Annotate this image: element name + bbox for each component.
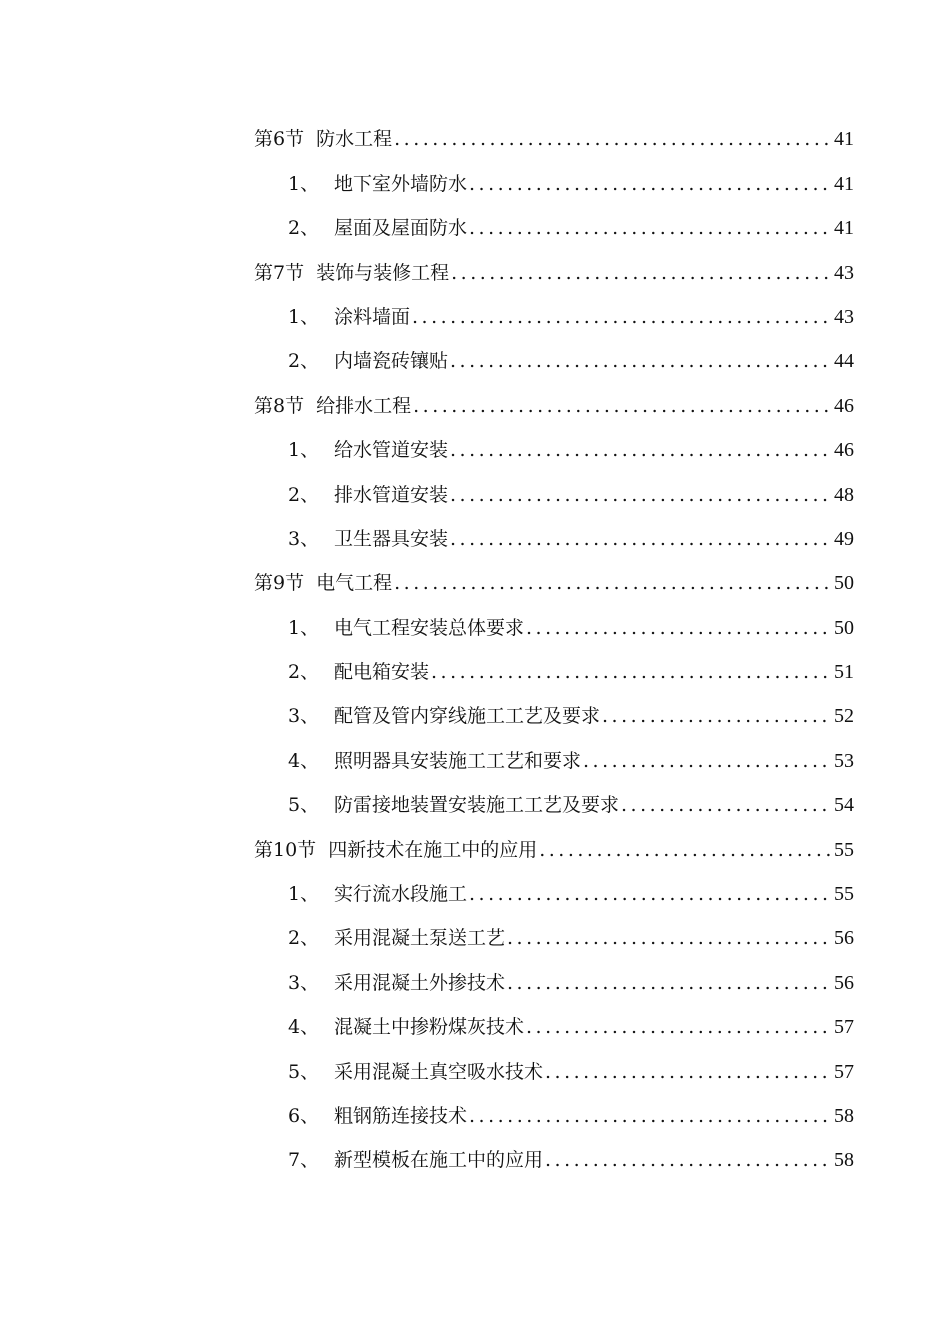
toc-page-number: 53 xyxy=(834,749,854,772)
toc-entry-title: 新型模板在施工中的应用 xyxy=(334,1149,544,1172)
toc-entry-title: 电气工程 xyxy=(316,572,393,595)
toc-dot-leader xyxy=(431,650,832,694)
toc-dot-leader xyxy=(450,473,832,517)
toc-page-number: 41 xyxy=(834,128,854,151)
toc-entry-number: 第8节 xyxy=(254,394,305,417)
table-of-contents xyxy=(254,117,854,1182)
toc-entry-title: 给排水工程 xyxy=(316,394,412,417)
toc-entry-number: 3、 xyxy=(288,527,320,550)
toc-entry-number: 2、 xyxy=(288,661,320,684)
toc-subsection-entry[interactable] xyxy=(254,339,854,383)
toc-entry-number: 3、 xyxy=(288,971,320,994)
toc-dot-leader xyxy=(394,117,832,161)
toc-entry-number: 2、 xyxy=(288,217,320,240)
toc-page-number: 57 xyxy=(834,1016,854,1039)
toc-entry-title: 屋面及屋面防水 xyxy=(334,217,468,240)
toc-subsection-entry[interactable] xyxy=(254,472,854,516)
toc-dot-leader xyxy=(539,828,832,872)
toc-entry-number: 3、 xyxy=(288,705,320,728)
toc-entry-title: 内墙瓷砖镶贴 xyxy=(334,350,449,373)
toc-section-entry[interactable] xyxy=(254,561,854,605)
toc-dot-leader xyxy=(469,162,832,206)
toc-page-number: 51 xyxy=(834,661,854,684)
toc-entry-number: 第6节 xyxy=(254,128,305,151)
toc-dot-leader xyxy=(621,783,832,827)
toc-subsection-entry[interactable] xyxy=(254,428,854,472)
toc-subsection-entry[interactable] xyxy=(254,872,854,916)
toc-entry-title: 装饰与装修工程 xyxy=(316,261,450,284)
toc-entry-title: 配管及管内穿线施工工艺及要求 xyxy=(334,705,601,728)
toc-page-number: 46 xyxy=(834,439,854,462)
toc-entry-number: 2、 xyxy=(288,483,320,506)
toc-subsection-entry[interactable] xyxy=(254,783,854,827)
toc-page-number: 49 xyxy=(834,527,854,550)
toc-entry-number: 2、 xyxy=(288,350,320,373)
toc-entry-number: 1、 xyxy=(288,883,320,906)
toc-entry-title: 混凝土中掺粉煤灰技术 xyxy=(334,1016,525,1039)
toc-page-number: 41 xyxy=(834,217,854,240)
toc-entry-number: 1、 xyxy=(288,616,320,639)
toc-entry-title: 采用混凝土泵送工艺 xyxy=(334,927,506,950)
toc-entry-title: 配电箱安装 xyxy=(334,661,430,684)
toc-entry-title: 防雷接地装置安装施工工艺及要求 xyxy=(334,794,620,817)
toc-dot-leader xyxy=(545,1050,832,1094)
toc-dot-leader xyxy=(526,1005,832,1049)
toc-subsection-entry[interactable] xyxy=(254,1138,854,1182)
toc-subsection-entry[interactable] xyxy=(254,605,854,649)
toc-dot-leader xyxy=(394,561,832,605)
toc-entry-title: 实行流水段施工 xyxy=(334,883,468,906)
toc-dot-leader xyxy=(469,1094,832,1138)
toc-dot-leader xyxy=(412,295,832,339)
toc-dot-leader xyxy=(507,916,832,960)
toc-page-number: 46 xyxy=(834,394,854,417)
toc-entry-number: 2、 xyxy=(288,927,320,950)
toc-subsection-entry[interactable] xyxy=(254,161,854,205)
toc-subsection-entry[interactable] xyxy=(254,206,854,250)
toc-entry-number: 第10节 xyxy=(254,838,317,861)
toc-page-number: 52 xyxy=(834,705,854,728)
toc-entry-number: 第9节 xyxy=(254,572,305,595)
toc-subsection-entry[interactable] xyxy=(254,738,854,782)
toc-subsection-entry[interactable] xyxy=(254,650,854,694)
toc-page-number: 50 xyxy=(834,572,854,595)
toc-dot-leader xyxy=(602,694,832,738)
toc-page-number: 43 xyxy=(834,261,854,284)
toc-page-number: 43 xyxy=(834,305,854,328)
toc-page-number: 44 xyxy=(834,350,854,373)
toc-entry-title: 地下室外墙防水 xyxy=(334,172,468,195)
toc-subsection-entry[interactable] xyxy=(254,916,854,960)
toc-entry-title: 涂料墙面 xyxy=(334,305,411,328)
toc-entry-title: 防水工程 xyxy=(316,128,393,151)
toc-subsection-entry[interactable] xyxy=(254,1094,854,1138)
toc-page-number: 57 xyxy=(834,1060,854,1083)
toc-dot-leader xyxy=(507,961,832,1005)
toc-entry-title: 采用混凝土真空吸水技术 xyxy=(334,1060,544,1083)
toc-entry-title: 排水管道安装 xyxy=(334,483,449,506)
toc-subsection-entry[interactable] xyxy=(254,1049,854,1093)
toc-dot-leader xyxy=(469,206,832,250)
toc-dot-leader xyxy=(545,1138,832,1182)
toc-subsection-entry[interactable] xyxy=(254,1005,854,1049)
toc-page-number: 48 xyxy=(834,483,854,506)
toc-entry-number: 6、 xyxy=(288,1104,320,1127)
toc-dot-leader xyxy=(526,606,832,650)
toc-entry-title: 四新技术在施工中的应用 xyxy=(328,838,538,861)
toc-entry-number: 1、 xyxy=(288,305,320,328)
toc-entry-number: 5、 xyxy=(288,1060,320,1083)
toc-entry-number: 7、 xyxy=(288,1149,320,1172)
toc-page-number: 56 xyxy=(834,927,854,950)
toc-entry-title: 粗钢筋连接技术 xyxy=(334,1104,468,1127)
toc-page-number: 55 xyxy=(834,883,854,906)
toc-page-number: 55 xyxy=(834,838,854,861)
toc-dot-leader xyxy=(583,739,832,783)
toc-entry-number: 第7节 xyxy=(254,261,305,284)
toc-section-entry[interactable] xyxy=(254,117,854,161)
toc-page-number: 50 xyxy=(834,616,854,639)
toc-entry-title: 卫生器具安装 xyxy=(334,527,449,550)
toc-dot-leader xyxy=(450,339,832,383)
toc-entry-title: 给水管道安装 xyxy=(334,439,449,462)
toc-entry-number: 1、 xyxy=(288,172,320,195)
toc-entry-number: 5、 xyxy=(288,794,320,817)
toc-entry-number: 4、 xyxy=(288,1016,320,1039)
toc-subsection-entry[interactable] xyxy=(254,694,854,738)
toc-dot-leader xyxy=(450,428,832,472)
toc-entry-title: 照明器具安装施工工艺和要求 xyxy=(334,749,582,772)
toc-section-entry[interactable] xyxy=(254,250,854,294)
toc-subsection-entry[interactable] xyxy=(254,517,854,561)
toc-dot-leader xyxy=(451,251,832,295)
toc-page-number: 58 xyxy=(834,1149,854,1172)
toc-entry-number: 1、 xyxy=(288,439,320,462)
toc-dot-leader xyxy=(413,384,832,428)
toc-page-number: 56 xyxy=(834,971,854,994)
toc-subsection-entry[interactable] xyxy=(254,295,854,339)
toc-subsection-entry[interactable] xyxy=(254,960,854,1004)
toc-page-number: 54 xyxy=(834,794,854,817)
toc-section-entry[interactable] xyxy=(254,383,854,427)
toc-page-number: 41 xyxy=(834,172,854,195)
toc-page-number: 58 xyxy=(834,1104,854,1127)
toc-entry-title: 采用混凝土外掺技术 xyxy=(334,971,506,994)
toc-dot-leader xyxy=(450,517,832,561)
toc-section-entry[interactable] xyxy=(254,827,854,871)
toc-entry-number: 4、 xyxy=(288,749,320,772)
toc-dot-leader xyxy=(469,872,832,916)
toc-entry-title: 电气工程安装总体要求 xyxy=(334,616,525,639)
